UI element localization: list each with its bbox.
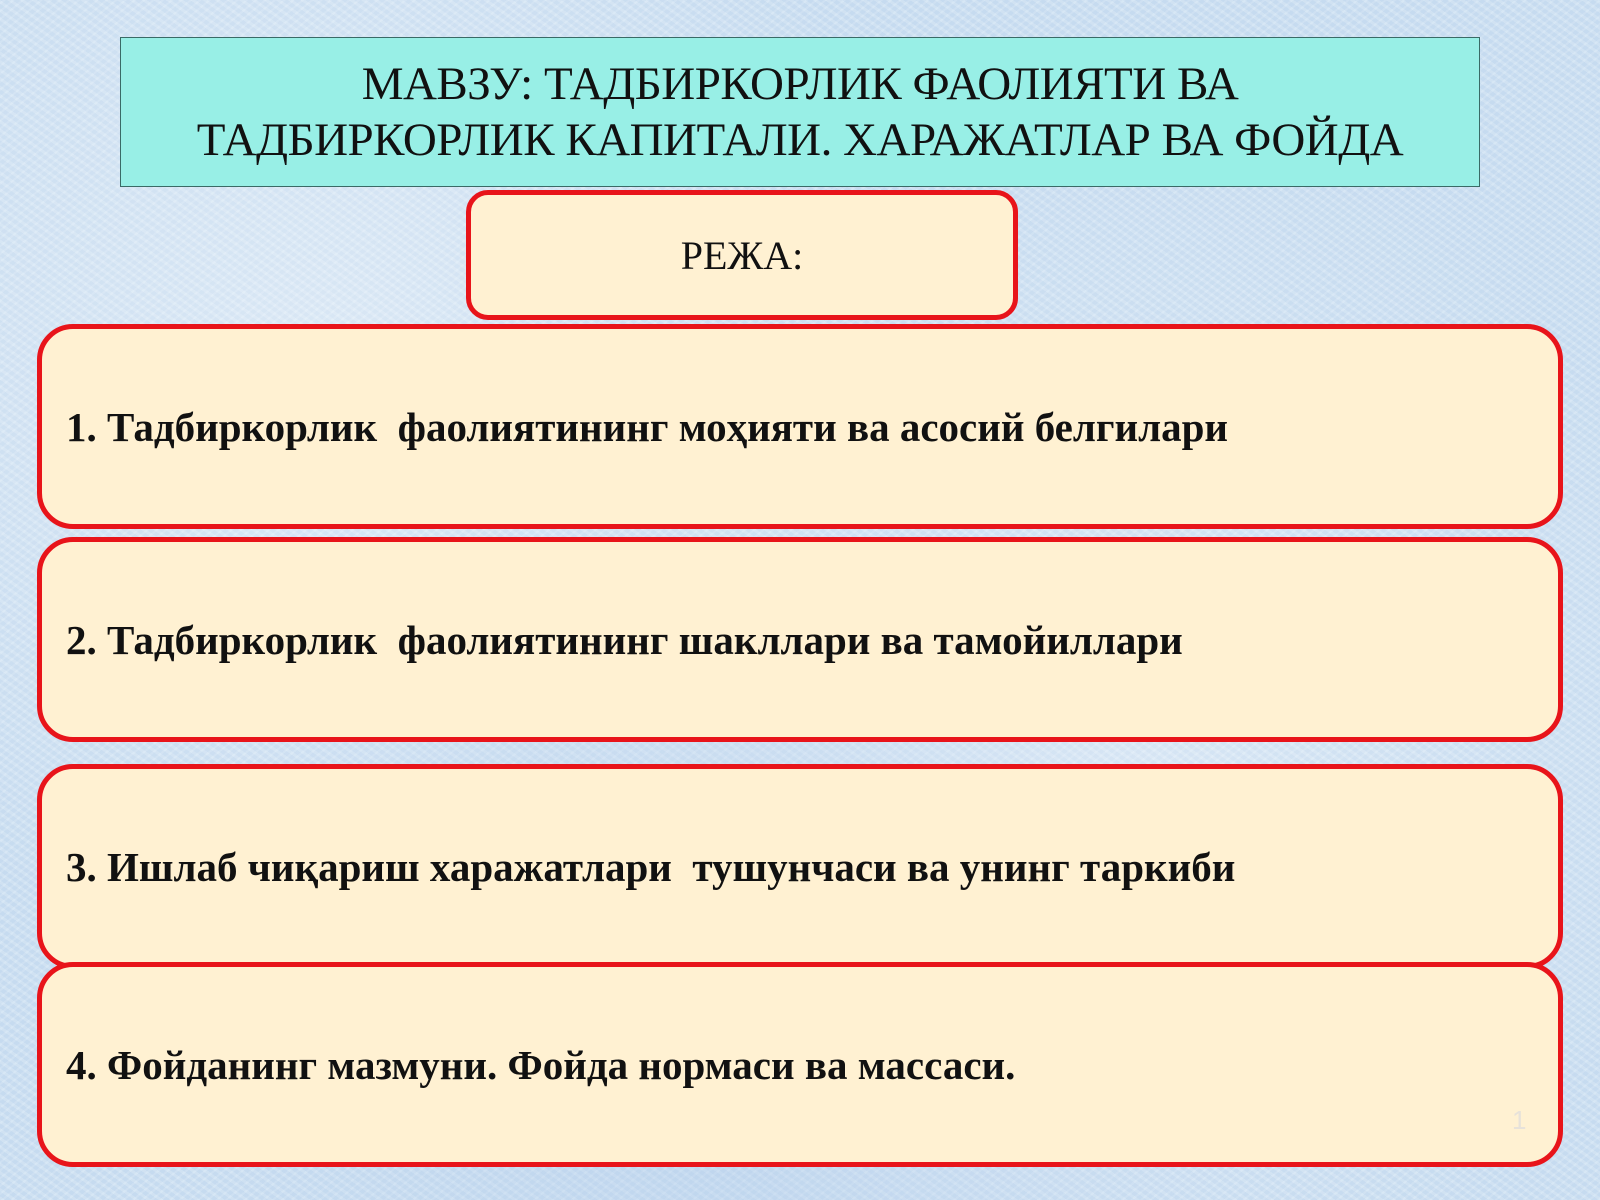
plan-item-2 [37,537,1563,742]
page-number: 1 [1512,1105,1527,1135]
plan-item-3 [37,764,1563,969]
plan-box [466,190,1018,320]
plan-item-text: 1. Тадбиркорлик фаолиятининг моҳияти ва асосий белгилари [66,403,1229,450]
plan-item-text: 3. Ишлаб чиқариш харажатлари тушунчаси ва унинг таркиби [66,843,1236,890]
title-box [120,37,1480,187]
plan-item-1 [37,324,1563,529]
plan-item-text: 2. Тадбиркорлик фаолиятининг шакллари ва тамойиллари [66,616,1183,663]
plan-item-4 [37,962,1563,1167]
slide-title: МАВЗУ: ТАДБИРКОРЛИК ФАОЛИЯТИ ВА ТАДБИРКОРЛИК КАПИТАЛИ. ХАРАЖАТЛАР ВА ФОЙДА [196,58,1404,166]
plan-item-text: 4. Фойданинг мазмуни. Фойда нормаси ва массаси. [66,1041,1016,1088]
plan-label: РЕЖА: [680,232,804,278]
